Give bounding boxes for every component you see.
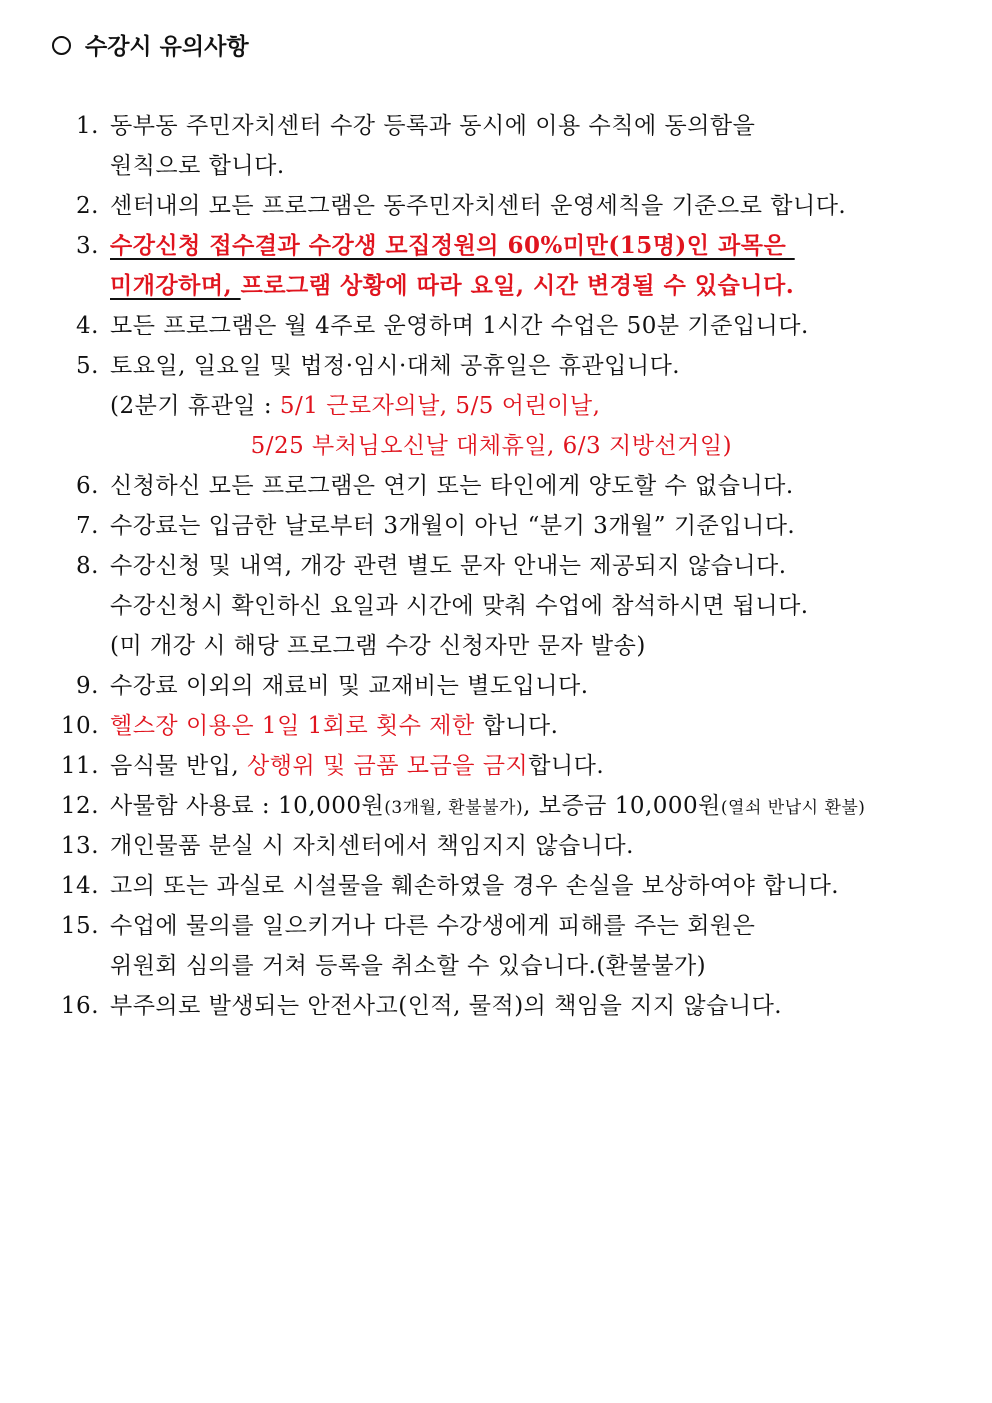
item-number: 11.: [60, 753, 99, 779]
list-item-line: [0, 746, 992, 786]
text-segment: 신청하신 모든 프로그램은 연기 또는 타인에게 양도할 수 없습니다.: [110, 473, 794, 499]
list-item-line: [0, 546, 992, 586]
item-number: 4.: [76, 313, 99, 339]
text-segment: 수강료 이외의 재료비 및 교재비는 별도입니다.: [110, 673, 589, 699]
item-text: [110, 586, 809, 626]
list-item-line: [0, 306, 992, 346]
text-segment: 개인물품 분실 시 자치센터에서 책임지지 않습니다.: [110, 833, 634, 859]
item-number: 13.: [60, 833, 99, 859]
highlighted-text-segment: 5/25 부처님오신날 대체휴일, 6/3 지방선거일): [110, 433, 733, 459]
item-text: [110, 946, 706, 986]
list-item-line: [0, 466, 992, 506]
item-text: [110, 386, 600, 426]
item-text: [110, 426, 732, 466]
text-segment: 토요일, 일요일 및 법정·임시·대체 공휴일은 휴관입니다.: [110, 353, 681, 379]
text-segment: 수강신청시 확인하신 요일과 시간에 맞춰 수업에 참석하시면 됩니다.: [110, 593, 809, 619]
item-text: [110, 146, 285, 186]
text-segment: 동부동 주민자치센터 수강 등록과 동시에 이용 수칙에 동의함을: [110, 113, 756, 139]
list-item-line: [0, 666, 992, 706]
item-number: 1.: [76, 113, 99, 139]
text-segment: 위원회 심의를 거쳐 등록을 취소할 수 있습니다.(환불불가): [110, 953, 707, 979]
item-text: [110, 546, 787, 586]
highlighted-text-segment: (3개월, 환불불가): [384, 798, 524, 818]
highlighted-text-segment: 프로그램 상황에 따라 요일, 시간 변경될 수 있습니다.: [240, 272, 795, 299]
list-item-line: [0, 706, 992, 746]
item-text: [110, 626, 646, 666]
item-number: 16.: [60, 993, 99, 1019]
section-title-text: 수강시 유의사항: [85, 34, 249, 60]
highlighted-text-segment: 5/1 근로자의날, 5/5 어린이날,: [279, 393, 601, 419]
text-segment: 합니다.: [528, 753, 605, 779]
item-text: [110, 826, 634, 866]
item-text: [110, 666, 589, 706]
item-text: [110, 186, 846, 226]
item-text: [110, 746, 604, 786]
highlighted-text-segment: 헬스장 이용은 1일 1회로 횟수 제한: [110, 713, 475, 739]
item-number: 8.: [76, 553, 99, 579]
item-number: 10.: [60, 713, 99, 739]
list-item-line: [0, 946, 992, 986]
highlighted-text-segment: 상행위 및 금품 모금을 금지: [247, 753, 529, 779]
item-number: 3.: [76, 233, 99, 259]
text-segment: (2분기 휴관일 :: [110, 393, 280, 419]
list-item-line: [0, 906, 992, 946]
text-segment: 수강료는 입금한 날로부터 3개월이 아닌 “분기 3개월” 기준입니다.: [110, 513, 796, 539]
notice-list: [0, 106, 992, 1026]
text-segment: 합니다.: [474, 713, 559, 739]
text-segment: (미 개강 시 해당 프로그램 수강 신청자만 문자 발송): [110, 633, 646, 659]
list-item-line: [0, 426, 992, 466]
text-segment: 사물함 사용료 : 10,000원: [110, 793, 385, 819]
list-item-line: [0, 986, 992, 1026]
list-item-line: [0, 786, 992, 826]
text-segment: , 보증금 10,000원: [523, 793, 721, 819]
list-item-line: [0, 826, 992, 866]
item-number: 7.: [76, 513, 99, 539]
item-number: 14.: [60, 873, 99, 899]
list-item-line: [0, 626, 992, 666]
item-text: [110, 506, 795, 546]
item-text: [110, 226, 795, 266]
list-item-line: [0, 866, 992, 906]
list-item-line: [0, 506, 992, 546]
text-segment: 부주의로 발생되는 안전사고(인적, 물적)의 책임을 지지 않습니다.: [110, 993, 783, 1019]
item-number: 12.: [60, 793, 99, 819]
text-segment: 고의 또는 과실로 시설물을 훼손하였을 경우 손실을 보상하여야 합니다.: [110, 873, 840, 899]
highlighted-text-segment: 미개강하며,: [110, 272, 241, 299]
text-segment: 수업에 물의를 일으키거나 다른 수강생에게 피해를 주는 회원은: [110, 913, 756, 939]
text-segment: 원칙으로 합니다.: [110, 153, 285, 179]
item-number: 6.: [76, 473, 99, 499]
circle-bullet-icon: [52, 36, 71, 55]
item-number: 5.: [76, 353, 99, 379]
list-item-line: [0, 266, 992, 306]
highlighted-text-segment: (열쇠 반납시 환불): [720, 798, 866, 818]
item-text: [110, 266, 794, 306]
text-segment: 모든 프로그램은 월 4주로 운영하며 1시간 수업은 50분 기준입니다.: [110, 313, 809, 339]
list-item-line: [0, 106, 992, 146]
text-segment: 센터내의 모든 프로그램은 동주민자치센터 운영세칙을 기준으로 합니다.: [110, 193, 847, 219]
item-text: [110, 786, 865, 828]
item-text: [110, 906, 755, 946]
item-text: [110, 346, 680, 386]
item-text: [110, 306, 809, 346]
list-item-line: [0, 226, 992, 266]
item-number: 9.: [76, 673, 99, 699]
text-segment: 수강신청 및 내역, 개강 관련 별도 문자 안내는 제공되지 않습니다.: [110, 553, 787, 579]
item-text: [110, 986, 782, 1026]
list-item-line: [0, 586, 992, 626]
item-number: 15.: [60, 913, 99, 939]
list-item-line: [0, 386, 992, 426]
text-segment: 음식물 반입,: [110, 753, 248, 779]
item-text: [110, 466, 794, 506]
item-text: [110, 106, 755, 146]
item-text: [110, 706, 558, 746]
list-item-line: [0, 186, 992, 226]
list-item-line: [0, 346, 992, 386]
list-item-line: [0, 146, 992, 186]
section-title: [52, 28, 249, 61]
item-number: 2.: [76, 193, 99, 219]
highlighted-text-segment: 수강신청 접수결과 수강생 모집정원의 60%미만(15명)인 과목은: [110, 232, 795, 259]
item-text: [110, 866, 839, 906]
